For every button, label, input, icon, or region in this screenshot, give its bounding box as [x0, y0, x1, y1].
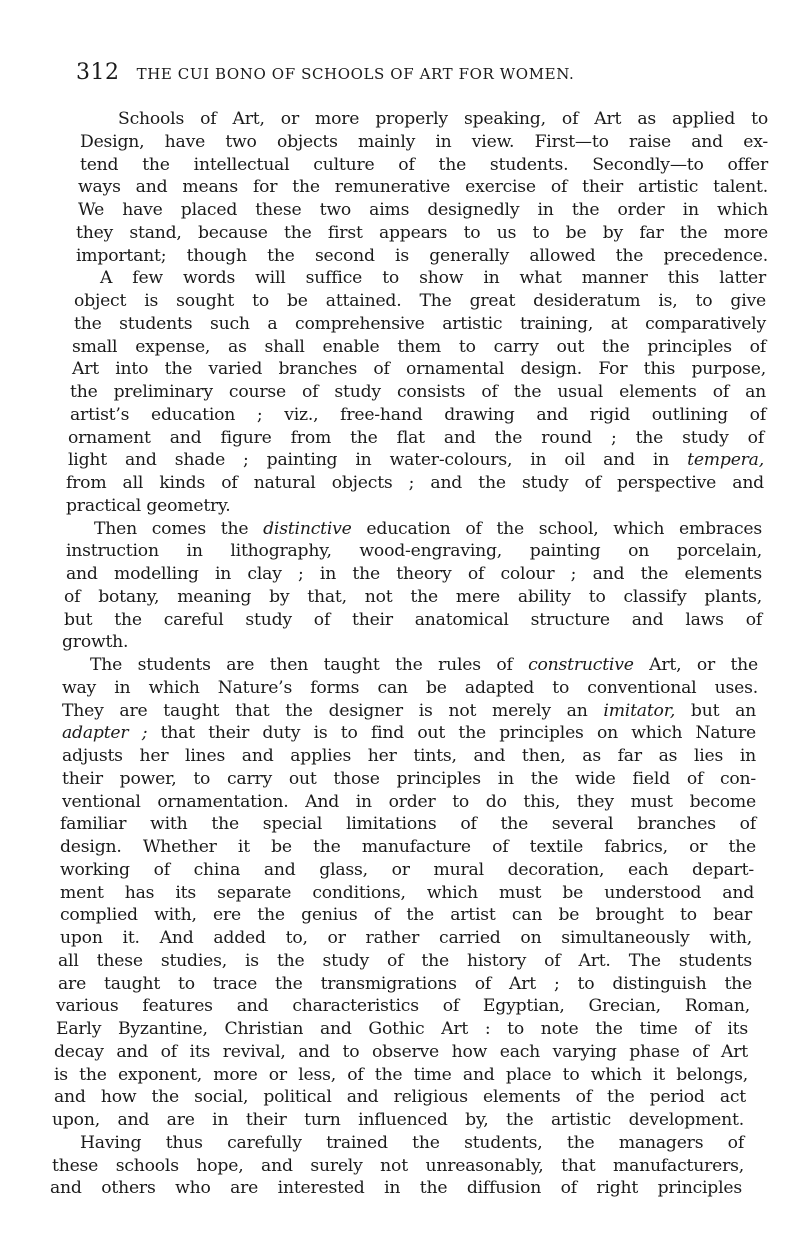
text-line	[72, 336, 766, 359]
line-text: complied with, ere the genius of the artist can be brought to bear	[60, 905, 752, 926]
line-text: upon, and are in their turn influenced by, the artistic development.	[52, 1110, 744, 1130]
line-text: design. Whether it be the manufacture of textile fabrics, or the	[60, 837, 756, 857]
line-text: ways and means for the remunerative exercise of their artistic talent.	[78, 177, 768, 198]
text-line	[56, 1018, 748, 1041]
text-line	[66, 540, 762, 563]
text-line	[74, 290, 766, 313]
line-text: the preliminary course of study consists of the usual elements of an	[70, 382, 766, 402]
text-line	[90, 654, 758, 677]
line-text: ventional ornamentation. And in order to do this, they must become	[62, 791, 756, 812]
text-line	[60, 836, 756, 859]
page-header	[76, 58, 776, 88]
page-number: 312	[76, 60, 120, 85]
line-text: Having thus carefully trained the students, the managers of	[80, 1132, 744, 1153]
line-text: Design, have two objects mainly in view. First—to raise and ex-	[80, 131, 768, 152]
line-text: instruction in lithography, wood-engraving, painting on porcelain,	[66, 541, 762, 562]
text-line	[64, 609, 762, 632]
text-line	[118, 108, 768, 131]
line-text: artist’s education ; viz., free-hand drawing and rigid outlining of	[70, 404, 766, 425]
text-line	[52, 1109, 744, 1132]
text-line	[70, 404, 766, 427]
line-text: are taught to trace the transmigrations of Art ; to distinguish the	[58, 973, 752, 994]
line-text: Then comes the	[94, 518, 264, 539]
text-line	[60, 859, 754, 882]
line-text: they stand, because the first appears to us to be by far the more	[76, 222, 768, 243]
line-text: small expense, as shall enable them to carry out the principles of	[72, 336, 766, 357]
text-line	[100, 267, 766, 290]
text-line	[60, 904, 752, 927]
line-text: ornament and figure from the flat and the round ; the study of	[68, 427, 764, 448]
text-line	[62, 700, 756, 723]
line-text: tend the intellectual culture of the students. Secondly—to offer	[80, 154, 768, 175]
italic-text: distinctive	[263, 518, 352, 539]
text-line	[54, 1064, 748, 1087]
line-text: familiar with the special limitations of the several branches of	[60, 814, 756, 835]
text-line	[60, 813, 756, 836]
line-text: various features and characteristics of Egyptian, Grecian, Roman,	[56, 996, 750, 1017]
text-line	[58, 950, 752, 973]
line-text: Art into the varied branches of ornamental design. For this purpose,	[72, 359, 766, 380]
line-text: The students are then taught the rules of	[90, 655, 529, 675]
text-line	[66, 495, 764, 518]
line-text: We have placed these two aims designedly in the order in which	[78, 200, 768, 220]
italic-text: tempera,	[687, 450, 764, 471]
text-line	[80, 131, 768, 154]
text-line	[62, 745, 756, 768]
text-line	[80, 1132, 744, 1155]
line-text: light and shade ; painting in water-colours, in oil and in	[68, 450, 688, 471]
line-text: A few words will suffice to show in what manner this latter	[100, 268, 766, 289]
text-line	[62, 768, 756, 791]
line-text: and how the social, political and religious elements of the period act	[54, 1087, 746, 1108]
text-line	[68, 427, 764, 450]
italic-text: adapter ;	[62, 723, 148, 744]
text-line	[78, 176, 768, 199]
line-text: that their duty is to find out the principles on which Nature	[147, 723, 756, 744]
text-line	[74, 313, 766, 336]
line-text: education of the school, which embraces	[351, 518, 762, 539]
text-line	[60, 882, 754, 905]
text-line	[62, 677, 758, 700]
line-text: from all kinds of natural objects ; and the study of perspective and	[66, 473, 764, 493]
text-line	[66, 563, 762, 586]
text-line	[54, 1086, 746, 1109]
line-text: They are taught that the designer is not merely an	[62, 700, 604, 721]
line-text: their power, to carry out those principles in the wide field of con-	[62, 768, 756, 789]
text-line	[64, 586, 762, 609]
text-line	[76, 222, 768, 245]
line-text: Art, or the	[633, 655, 759, 675]
line-text: and others who are interested in the diffusion of right principles	[50, 1178, 742, 1199]
line-text: important; though the second is generally allowed the precedence.	[76, 245, 768, 266]
line-text: all these studies, is the study of the history of Art. The students	[58, 950, 752, 971]
line-text: growth.	[62, 632, 129, 653]
text-line	[58, 973, 752, 996]
line-text: way in which Nature’s forms can be adapted to conventional uses.	[62, 677, 758, 698]
line-text: these schools hope, and surely not unreasonably, that manufacturers,	[52, 1155, 744, 1176]
line-text: Early Byzantine, Christian and Gothic Art : to note the time of its	[56, 1019, 748, 1039]
text-line	[72, 358, 766, 381]
text-line	[66, 472, 764, 495]
line-text: working of china and glass, or mural decoration, each depart-	[60, 859, 754, 880]
italic-text: imitator,	[603, 700, 676, 721]
text-line	[60, 927, 752, 950]
italic-text: constructive	[528, 655, 634, 675]
text-line	[94, 518, 762, 541]
line-text: decay and of its revival, and to observe how each varying phase of Art	[54, 1041, 748, 1062]
text-line	[80, 154, 768, 177]
text-line	[62, 722, 756, 745]
line-text: is the exponent, more or less, of the time and place to which it belongs,	[54, 1064, 748, 1085]
line-text: but an	[675, 700, 757, 721]
line-text: upon it. And added to, or rather carried on simultaneously with,	[60, 928, 752, 948]
line-text: the students such a comprehensive artistic training, at comparatively	[74, 313, 766, 334]
text-line	[52, 1155, 744, 1178]
line-text: object is sought to be attained. The great desideratum is, to give	[74, 291, 766, 311]
line-text: practical geometry.	[66, 495, 231, 516]
line-text: ment has its separate conditions, which must be understood and	[60, 882, 754, 903]
line-text: adjusts her lines and applies her tints, and then, as far as lies in	[62, 746, 756, 766]
text-line	[62, 791, 756, 814]
line-text: and modelling in clay ; in the theory of colour ; and the elements	[66, 564, 762, 584]
text-line	[56, 995, 750, 1018]
text-line	[62, 631, 760, 654]
text-line	[78, 199, 768, 222]
text-line	[70, 381, 766, 404]
text-line	[68, 449, 764, 472]
text-line	[76, 245, 768, 268]
text-line	[50, 1177, 742, 1200]
line-text: of botany, meaning by that, not the mere ability to classify plants,	[64, 586, 762, 607]
text-line	[54, 1041, 748, 1064]
line-text: but the careful study of their anatomical structure and laws of	[64, 609, 762, 630]
line-text: Schools of Art, or more properly speaking, of Art as applied to	[118, 109, 768, 129]
running-title: THE CUI BONO OF SCHOOLS OF ART FOR WOMEN.	[136, 65, 575, 83]
